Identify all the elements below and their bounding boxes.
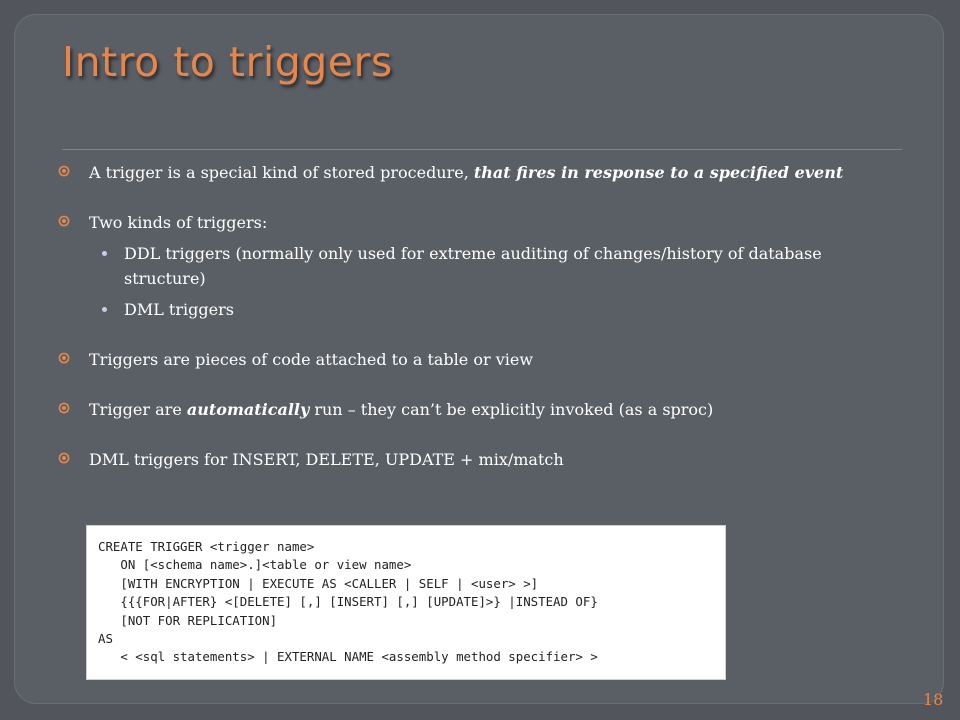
dot-icon [102, 251, 107, 256]
bullet-item [58, 397, 888, 422]
dot-icon [102, 307, 107, 312]
code-line: CREATE TRIGGER <trigger name> [98, 539, 315, 554]
bullet-item [58, 347, 888, 372]
bullet-emphasis: that fires in response to a specified event [473, 163, 844, 182]
circled-dot-icon [58, 352, 70, 364]
bullet-list [58, 160, 888, 472]
slide-title: Intro to triggers [62, 38, 393, 86]
code-line: [WITH ENCRYPTION | EXECUTE AS <CALLER | SELF | <user> >] [98, 575, 539, 591]
bullet-text: Two kinds of triggers: [89, 213, 268, 232]
sub-bullet-text: DML triggers [124, 300, 234, 319]
code-line: AS [98, 631, 113, 647]
title-underline [62, 149, 902, 150]
bullet-item [58, 210, 888, 235]
sub-bullet-text: DDL triggers (normally only used for extreme auditing of changes/history of database structure) [124, 244, 822, 288]
sub-bullet-item [58, 297, 888, 322]
bullet-text-continued: run – they can’t be explicitly invoked (as a sproc) [309, 400, 714, 419]
code-block [86, 525, 726, 680]
code-line: < <sql statements> | EXTERNAL NAME <assembly method specifier> > [98, 649, 598, 665]
circled-dot-icon [58, 165, 70, 177]
sub-bullet-item [58, 241, 888, 291]
bullet-text: DML triggers for INSERT, DELETE, UPDATE + mix/match [89, 450, 564, 469]
circled-dot-icon [58, 215, 70, 227]
bullet-text: Triggers are pieces of code attached to a table or view [89, 350, 534, 369]
bullet-item [58, 160, 888, 185]
circled-dot-icon [58, 452, 70, 464]
bullet-text: A trigger is a special kind of stored procedure, [89, 163, 474, 182]
circled-dot-icon [58, 402, 70, 414]
code-line: ON [<schema name>.]<table or view name> [98, 557, 412, 573]
code-line: {{{FOR|AFTER} <[DELETE] [,] [INSERT] [,] [UPDATE]>} |INSTEAD OF} [98, 594, 598, 610]
bullet-text: Trigger are [89, 400, 187, 419]
page-number: 18 [923, 690, 944, 709]
bullet-emphasis: automatically [186, 400, 310, 419]
bullet-item [58, 447, 888, 472]
code-line: [NOT FOR REPLICATION] [98, 612, 278, 628]
